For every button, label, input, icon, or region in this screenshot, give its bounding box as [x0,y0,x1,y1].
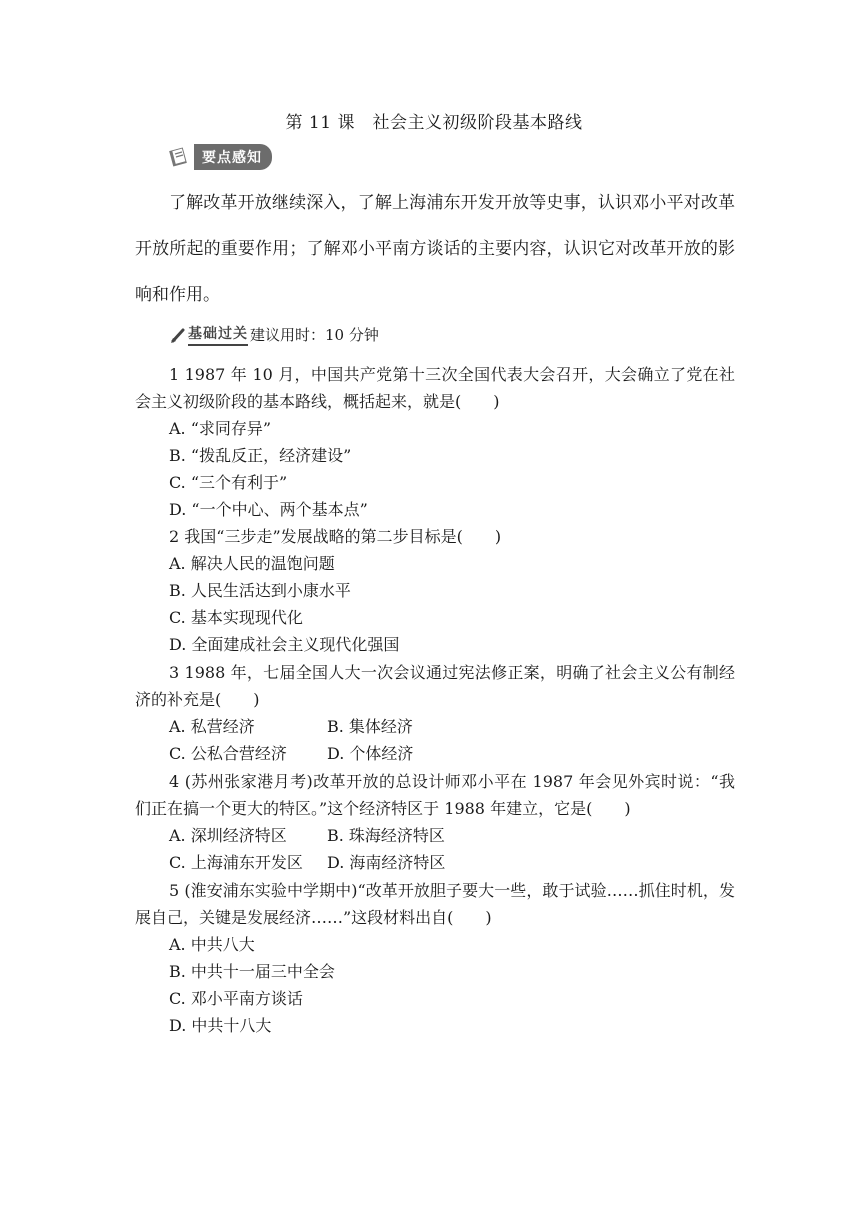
question-1 [135,361,735,523]
option-c: C. “三个有利于” [169,473,288,492]
option-b: B. 集体经济 [327,717,413,736]
option-row [135,849,735,876]
option-d: D. “一个中心、两个基本点” [169,500,368,519]
question-3 [135,659,735,767]
basic-section-badge [170,323,379,346]
option-b: B. 珠海经济特区 [327,826,445,845]
book-icon [168,145,192,169]
option-a: A. 深圳经济特区 [169,826,287,845]
key-points-label: 要点感知 [194,144,272,170]
key-points-badge [168,144,272,170]
option-d: D. 全面建成社会主义现代化强国 [169,635,400,654]
question-stem: 1 1987 年 10 月，中国共产党第十三次全国代表大会召开，大会确立了党在社会主义初级阶段的基本路线，概括起来，就是( ) [135,365,735,411]
question-2 [135,523,735,658]
question-stem: 3 1988 年，七届全国人大一次会议通过宪法修正案，明确了社会主义公有制经济的补充是( ) [135,663,735,709]
option-a: A. 私营经济 [169,717,255,736]
option-c: C. 基本实现现代化 [169,608,303,627]
option-c: C. 公私合营经济 [169,744,287,763]
option-d: D. 海南经济特区 [327,853,446,872]
option-row [135,822,735,849]
option-row [135,740,735,767]
suggested-time: 建议用时：10 分钟 [250,326,379,344]
option-c: C. 上海浦东开发区 [169,853,303,872]
option-b: B. 人民生活达到小康水平 [169,581,351,600]
question-stem: 4 (苏州张家港月考)改革开放的总设计师邓小平在 1987 年会见外宾时说：“我们正在搞一个更大的特区。”这个经济特区于 1988 年建立，它是( ) [135,772,735,818]
question-4 [135,768,735,876]
basic-section-label: 基础过关 [188,323,248,346]
question-stem: 5 (淮安浦东实验中学期中)“改革开放胆子要大一些，敢于试验……抓住时机，发展自己，关键是发展经济……”这段材料出自( ) [135,881,735,927]
option-a: A. 解决人民的温饱问题 [169,554,335,573]
option-b: B. 中共十一届三中全会 [169,962,335,981]
option-a: A. “求同存异” [169,419,272,438]
lesson-title: 第 11 课 社会主义初级阶段基本路线 [285,113,583,133]
question-stem: 2 我国“三步走”发展战略的第二步目标是( ) [169,527,502,546]
option-row [135,713,735,740]
intro-paragraph: 了解改革开放继续深入，了解上海浦东开发开放等史事，认识邓小平对改革开放所起的重要作用；了解邓小平南方谈话的主要内容，认识它对改革开放的影响和作用。 [135,193,735,305]
question-5 [135,877,735,1039]
option-d: D. 中共十八大 [169,1016,272,1035]
option-d: D. 个体经济 [327,744,414,763]
option-a: A. 中共八大 [169,935,255,954]
option-b: B. “拨乱反正，经济建设” [169,446,352,465]
pencil-icon [170,326,186,344]
option-c: C. 邓小平南方谈话 [169,989,303,1008]
